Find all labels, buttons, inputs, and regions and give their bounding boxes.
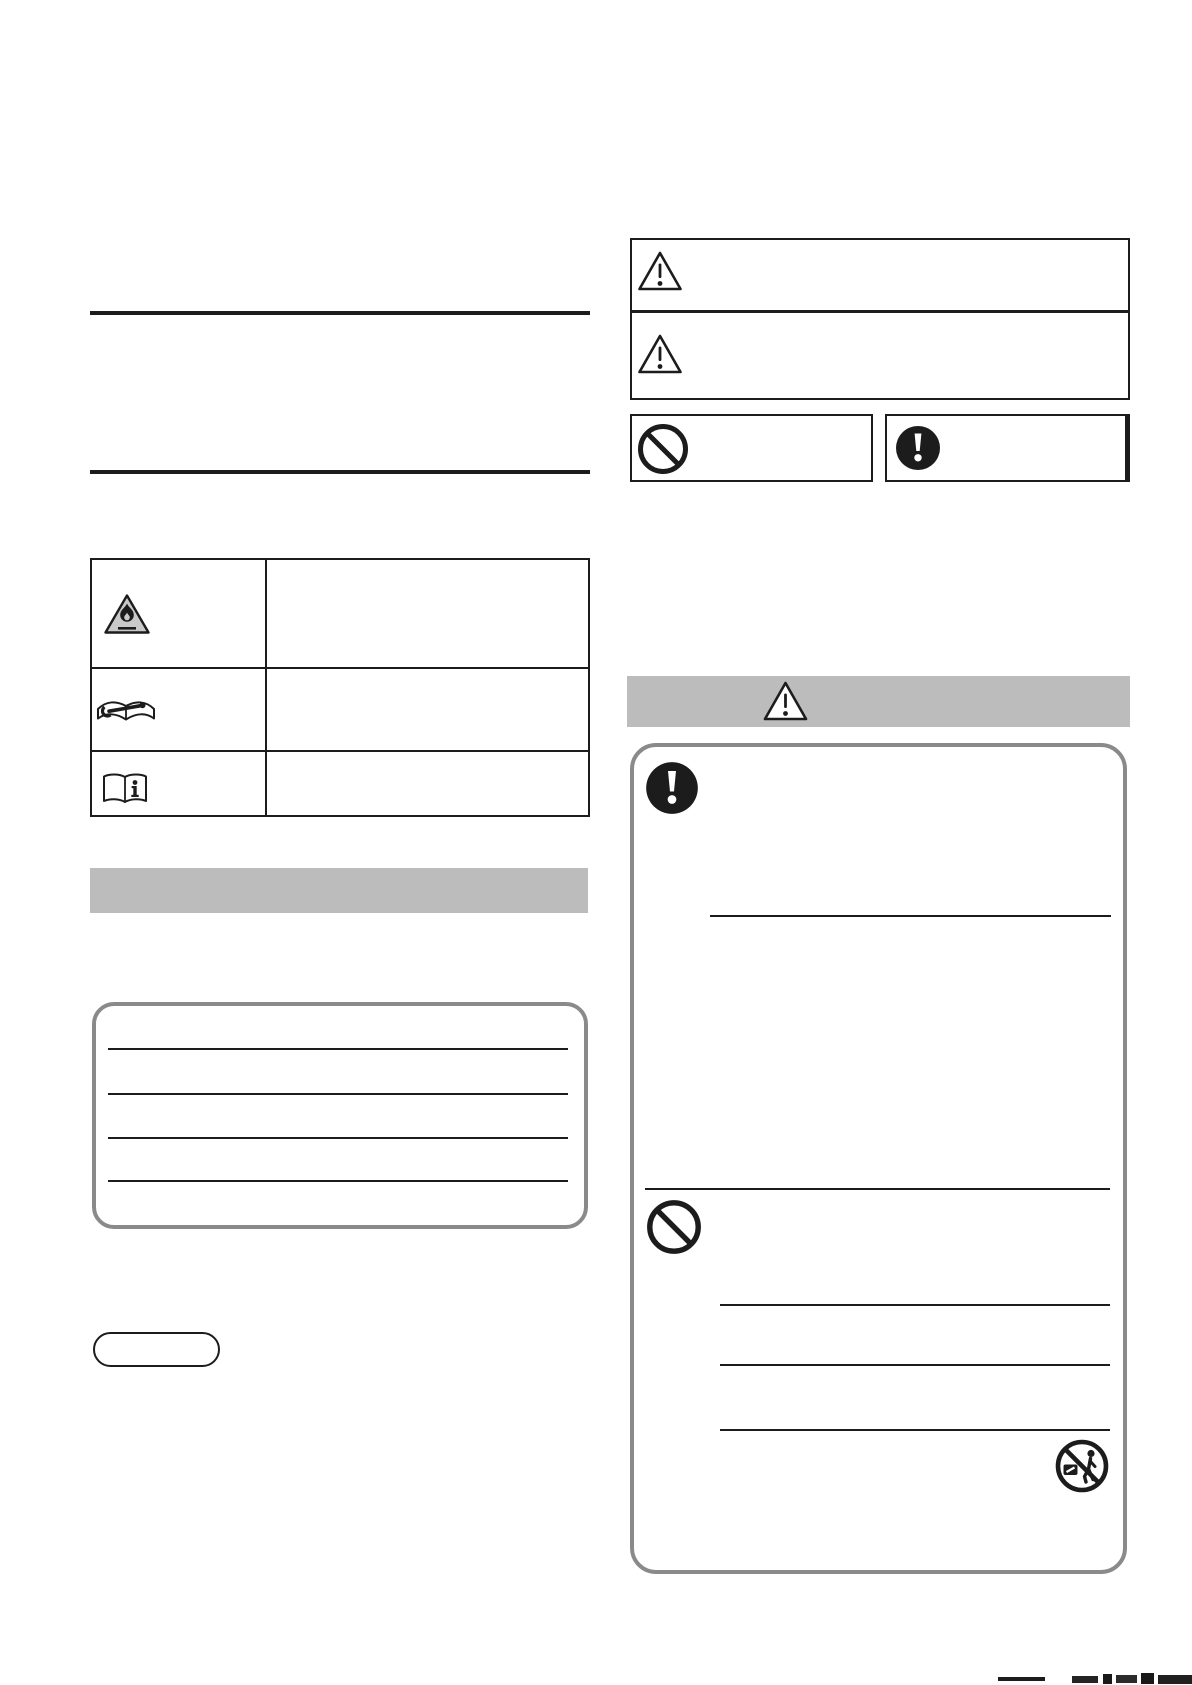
- page-edge-artifact: [1158, 1675, 1192, 1684]
- service-manual-icon: [95, 696, 157, 726]
- heading-rule-bottom: [90, 470, 590, 474]
- page-edge-artifact: [1116, 1675, 1137, 1683]
- safety-panel-separator: [720, 1364, 1110, 1366]
- note-box: [92, 1002, 588, 1229]
- safety-panel-separator: [720, 1429, 1110, 1431]
- note-line: [108, 1137, 568, 1139]
- caution-header-bar: [627, 676, 1130, 727]
- safety-panel: [630, 743, 1127, 1574]
- symbol-table-column-divider: [265, 560, 267, 815]
- prohibition-icon: [637, 423, 689, 475]
- note-line: [108, 1180, 568, 1182]
- children-prohibited-icon: [1054, 1438, 1110, 1494]
- warning-triangle-icon: [762, 680, 809, 722]
- page-edge-artifact-line: [998, 1677, 1045, 1681]
- prohibition-legend-box: [630, 414, 873, 482]
- mandatory-action-icon: [895, 425, 941, 471]
- heading-rule-top: [90, 311, 590, 315]
- page-edge-artifact: [1103, 1674, 1112, 1684]
- note-line: [108, 1093, 568, 1095]
- warning-triangle-icon: [637, 250, 683, 292]
- table-row: [101, 772, 149, 806]
- flammable-warning-icon: [103, 593, 151, 635]
- page-edge-artifact: [1072, 1676, 1098, 1683]
- safety-panel-section-separator: [645, 1188, 1110, 1190]
- prohibition-icon: [646, 1199, 702, 1255]
- badge-pill: [93, 1332, 220, 1367]
- symbol-table: [90, 558, 590, 817]
- operators-manual-icon: [101, 772, 149, 806]
- page-edge-artifact: [1141, 1673, 1154, 1684]
- table-row: [103, 593, 151, 635]
- safety-panel-separator: [720, 1304, 1110, 1306]
- warning-triangle-icon: [637, 333, 683, 375]
- symbol-table-row-divider-1: [92, 667, 588, 669]
- signal-word-panel: [630, 238, 1130, 400]
- mandatory-legend-box: [885, 414, 1130, 482]
- signal-word-panel-divider: [632, 310, 1128, 313]
- left-section-header-bar: [90, 868, 588, 913]
- symbol-table-row-divider-2: [92, 750, 588, 752]
- mandatory-action-icon: [645, 761, 699, 815]
- safety-panel-separator: [710, 915, 1111, 917]
- table-row: [95, 696, 157, 726]
- note-line: [108, 1048, 568, 1050]
